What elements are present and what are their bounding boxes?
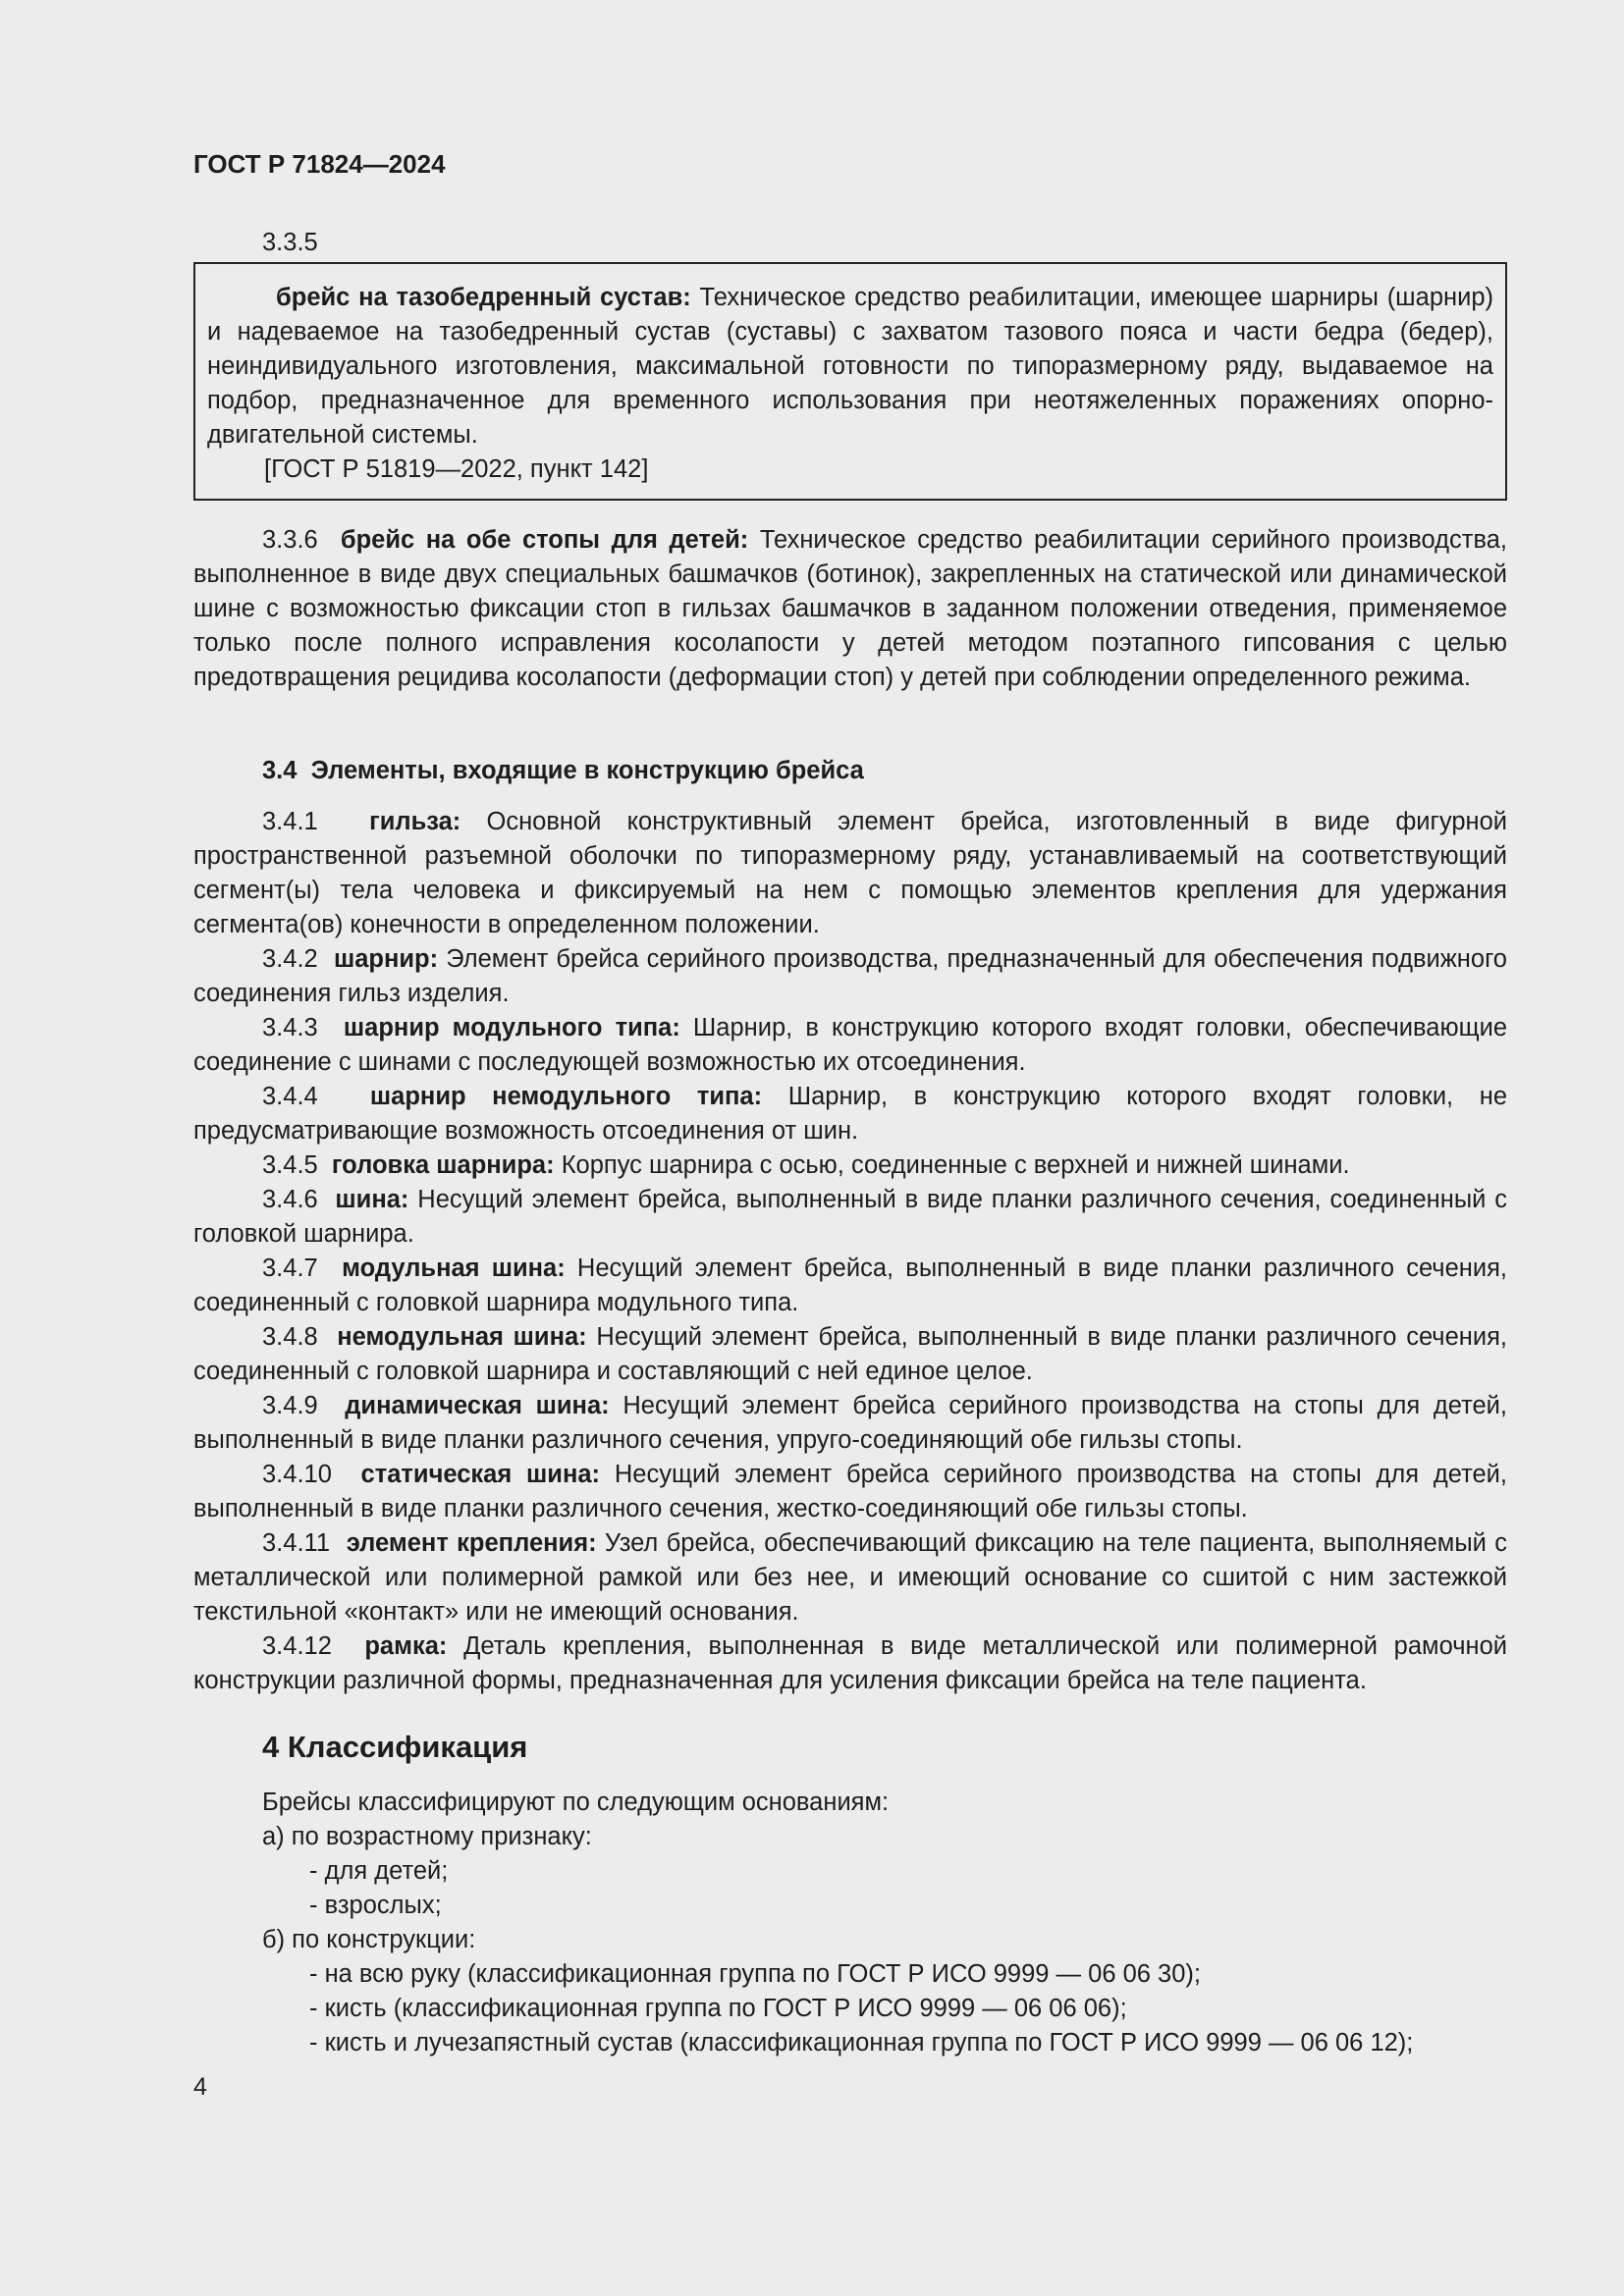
definition-text: Несущий элемент брейса серийного производства на стопы для детей, выполненный в виде планки различного сечения, упруго-соединяющий обе гильзы стопы. [193,1392,1508,1454]
list-item-b-1: - на всю руку (классификационная группа по ГОСТ Р ИСО 9999 — 06 06 30); [309,1960,1201,1988]
definition-text: Деталь крепления, выполненная в виде металлической или полимерной рамочной конструкции различной формы, предназначенная для усиления фиксации брейса на теле пациента. [193,1632,1507,1694]
definition-item [193,1526,1507,1629]
page-number: 4 [193,2073,207,2101]
term: шарнир: [333,945,439,973]
list-item-b-3: - кисть и лучезапястный сустав (классификационная группа по ГОСТ Р ИСО 9999 — 06 06 12); [309,2029,1414,2056]
document-id: ГОСТ Р 71824—2024 [193,149,446,179]
section-4 [193,1730,1507,2060]
clause-number: 3.4.4 [262,1083,318,1110]
definition-text-3-3-5: Техническое средство реабилитации, имеющее шарниры (шарнир) и надеваемое на тазобедренный сустав (суставы) с захватом тазового пояса и части бедра (бедер), неиндивидуального изготовления, максимальной готовности по типоразмерному ряду, выдаваемое на подбор, предназначенное для временного использования при неотяжеленных поражениях опорно-двигательной системы. [207,284,1494,449]
subsection-title: Элементы, входящие в конструкцию брейса [310,757,864,784]
definition-item [193,942,1507,1011]
term: статическая шина: [360,1461,601,1488]
clause-number-3-3-5: 3.3.5 [262,229,318,256]
term: динамическая шина: [345,1392,610,1419]
definition-text-3-3-6: Техническое средство реабилитации серийного производства, выполненное в виде двух специальных башмачков (ботинок), закрепленных на статической или динамической шине с возможностью фиксации стоп в гильзах башмачков в заданном положении отведения, применяемое только после полного исправления косолапости у детей методом поэтапного гипсования с целью предотвращения рецидива косолапости (деформации стоп) у детей при соблюдении определенного режима. [193,526,1508,691]
clause-number: 3.4.12 [262,1632,332,1660]
definition-item [193,1252,1507,1320]
definition-text: Узел брейса, обеспечивающий фиксацию на теле пациента, выполняемый с металлической или полимерной рамкой или без нее, и имеющий основание со сшитой с ним застежкой текстильной «контакт» или не имеющий основания. [193,1529,1507,1626]
definition-text: Шарнир, в конструкцию которого входят головки, не предусматривающие возможность отсоединения от шин. [193,1083,1508,1145]
definition-item [193,1389,1507,1458]
term-3-3-6: брейс на обе стопы для детей: [340,526,749,554]
definition-text: Корпус шарнира с осью, соединенные с верхней и нижней шинами. [554,1151,1350,1179]
definition-text: Шарнир, в конструкцию которого входят головки, обеспечивающие соединение с шинами с последующей возможностью их отсоединения. [193,1014,1508,1076]
quoted-definition-box [193,262,1507,501]
definition-item [193,1458,1507,1526]
clause-number: 3.3.6 [262,526,318,554]
term: шина: [335,1186,409,1213]
list-item-a: а) по возрастному признаку: [262,1823,592,1850]
clause-number: 3.4.6 [262,1186,318,1213]
definition-text: Элемент брейса серийного производства, предназначенный для обеспечения подвижного соединения гильз изделия. [193,945,1507,1007]
term: гильза: [369,808,461,835]
clause-number: 3.4.10 [262,1461,332,1488]
definition-text: Несущий элемент брейса, выполненный в виде планки различного сечения, соединенный с головкой шарнира и составляющий с ней единое целое. [193,1323,1507,1385]
definition-text: Несущий элемент брейса, выполненный в виде планки различного сечения, соединенный с головкой шарнира модульного типа. [193,1255,1507,1316]
section-4-title: 4 Классификация [262,1730,528,1764]
definition-3-3-5 [207,281,1493,453]
term: шарнир модульного типа: [343,1014,680,1041]
term: шарнир немодульного типа: [369,1083,763,1110]
clause-number: 3.4.9 [262,1392,318,1419]
definitions-list-3-4 [193,805,1507,1698]
definition-item [193,1080,1507,1148]
clause-number: 3.4.3 [262,1014,318,1041]
definition-item [193,1148,1507,1183]
definition-item [193,1629,1507,1698]
definition-item [193,1183,1507,1252]
clause-number: 3.4.1 [262,808,318,835]
term-3-3-5: брейс на тазобедренный сустав: [276,284,691,311]
clause-number: 3.4.8 [262,1323,318,1351]
list-item-b: б) по конструкции: [262,1926,476,1953]
definition-3-3-6 [193,523,1507,695]
clause-number: 3.4.7 [262,1255,318,1282]
clause-number: 3.4.11 [262,1529,331,1557]
term: элемент крепления: [346,1529,597,1557]
clause-number: 3.4.2 [262,945,318,973]
term: модульная шина: [342,1255,566,1282]
term: немодульная шина: [337,1323,587,1351]
definition-item [193,1011,1507,1080]
subsection-number: 3.4 [262,757,298,784]
list-item-a-2: - взрослых; [309,1892,442,1919]
definition-item [193,1320,1507,1389]
list-item-b-2: - кисть (классификационная группа по ГОСТ Р ИСО 9999 — 06 06 06); [309,1995,1127,2022]
subsection-3-4-heading [193,754,1507,788]
definition-item [193,805,1507,942]
definition-text: Несущий элемент брейса серийного производства на стопы для детей, выполненный в виде планки различного сечения, жестко-соединяющий обе гильзы стопы. [193,1461,1508,1522]
list-item-a-1: - для детей; [309,1857,449,1885]
section-4-intro: Брейсы классифицируют по следующим основаниям: [262,1789,890,1816]
clause-number: 3.4.5 [262,1151,318,1179]
section-3-3-6 [193,523,1507,695]
definition-text: Несущий элемент брейса, выполненный в виде планки различного сечения, соединенный с головкой шарнира. [193,1186,1508,1248]
definition-text: Основной конструктивный элемент брейса, изготовленный в виде фигурной пространственной разъемной оболочки по типоразмерному ряду, устанавливаемый на соответствующий сегмент(ы) тела человека и фиксируемый на нем с помощью элементов крепления для удержания сегмента(ов) конечности в определенном положении. [193,808,1508,938]
term: рамка: [364,1632,448,1660]
source-reference: [ГОСТ Р 51819—2022, пункт 142] [264,455,649,483]
term: головка шарнира: [331,1151,555,1179]
